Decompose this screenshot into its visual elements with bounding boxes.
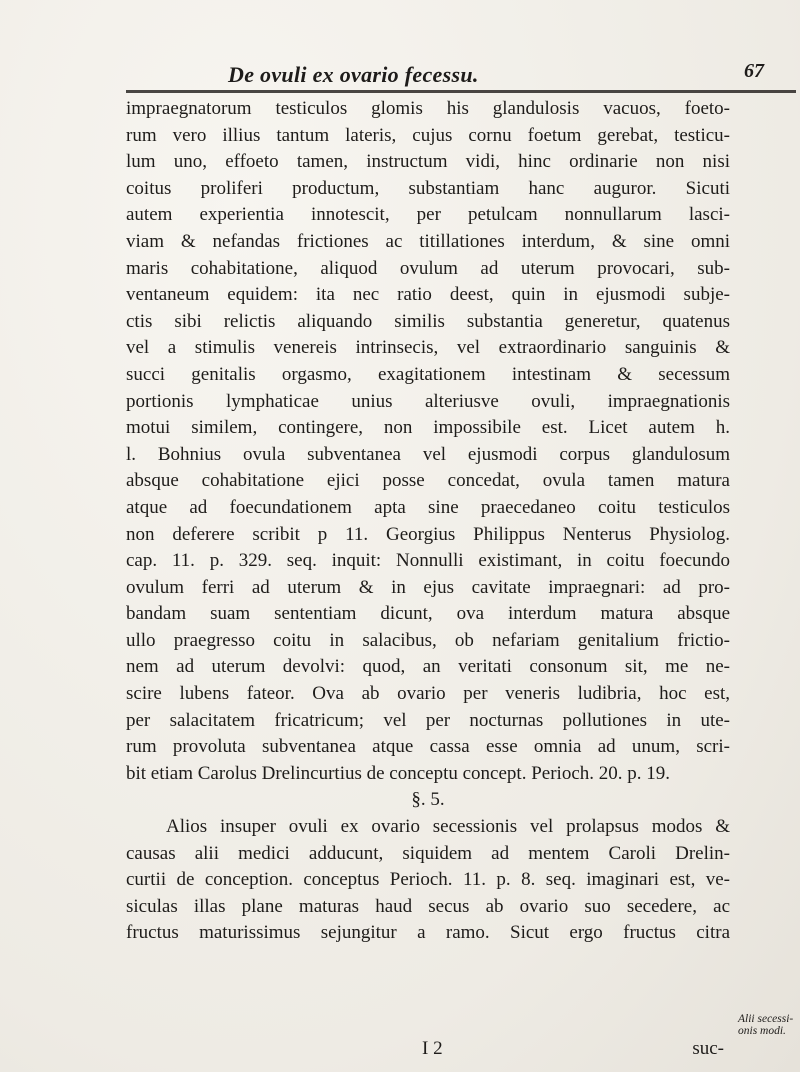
page-footer <box>126 1038 730 1066</box>
catchword: suc- <box>692 1038 724 1059</box>
text-line: per salacitatem fricatricum; vel per nocturnas pollutiones in ute- <box>126 709 730 731</box>
text-line: rum vero illius tantum lateris, cujus cornu foetum gerebat, testicu- <box>126 124 730 146</box>
text-line: coitus proliferi productum, substantiam hanc auguror. Sicuti <box>126 177 730 199</box>
header-rule <box>126 90 796 93</box>
text-line: vel a stimulis venereis intrinsecis, vel extraordinario sanguinis & <box>126 337 730 359</box>
text-line: impraegnatorum testiculos glomis his glandulosis vacuos, foeto- <box>126 98 730 119</box>
text-line: viam & nefandas frictiones ac titillationes interdum, & sine omni <box>126 230 730 252</box>
text-line: curtii de conception. conceptus Perioch. 11. p. 8. seq. imaginari est, ve- <box>126 869 730 891</box>
text-line: motui similem, contingere, non impossibile est. Licet autem h. <box>126 417 730 439</box>
text-line: Alios insuper ovuli ex ovario secessionis vel prolapsus modos & <box>166 816 730 838</box>
margin-note-line: Alii secessi- <box>738 1013 794 1025</box>
text-line: siculas illas plane maturas haud secus ab ovario suo secedere, ac <box>126 895 730 917</box>
text-line: absque cohabitatione ejici posse concedat, ovula tamen matura <box>126 470 730 492</box>
text-line: bit etiam Carolus Drelincurtius de conceptu concept. Perioch. 20. p. 19. <box>126 762 670 784</box>
text-line: ullo praegresso coitu in salacibus, ob nefariam genitalium frictio- <box>126 629 730 651</box>
page-number: 67 <box>744 60 764 82</box>
text-line: autem experientia innotescit, per petulcam nonnullarum lasci- <box>126 204 730 226</box>
text-line: succi genitalis orgasmo, exagitationem intestinam & secessum <box>126 363 730 385</box>
text-line: non deferere scribit p 11. Georgius Philippus Nenterus Physiolog. <box>126 523 730 545</box>
margin-note <box>738 1013 800 1037</box>
text-line: ovulum ferri ad uterum & in ejus cavitate impraegnari: ad pro- <box>126 576 730 598</box>
text-line: rum provoluta subventanea atque cassa esse omnia ad unum, scri- <box>126 736 730 758</box>
text-line: fructus maturissimus sejungitur a ramo. Sicut ergo fructus citra <box>126 922 730 944</box>
running-head-title: De ovuli ex ovario fecessu. <box>228 62 479 87</box>
text-line: causas alii medici adducunt, siquidem ad mentem Caroli Drelin- <box>126 842 730 864</box>
margin-note-line: onis modi. <box>738 1025 786 1037</box>
text-line: bandam suam sententiam dicunt, ova interdum matura absque <box>126 603 730 625</box>
text-line: lum uno, effoeto tamen, instructum vidi, hinc ordinarie non nisi <box>126 151 730 173</box>
text-line: maris cohabitatione, aliquod ovulum ad uterum provocari, sub- <box>126 257 730 279</box>
signature-mark: I 2 <box>422 1038 443 1059</box>
running-head <box>120 58 800 92</box>
text-line: cap. 11. p. 329. seq. inquit: Nonnulli existimant, in coitu foecundo <box>126 550 730 572</box>
text-line: l. Bohnius ovula subventanea vel ejusmodi corpus glandulosum <box>126 443 730 465</box>
section-number: §. 5. <box>411 789 445 811</box>
body-text <box>126 96 730 947</box>
text-line: nem ad uterum devolvi: quod, an veritati consonum sit, me ne- <box>126 656 730 678</box>
text-line: ventaneum equidem: ita nec ratio deest, quin in ejusmodi subje- <box>126 284 730 306</box>
text-line: ctis sibi relictis aliquando similis substantia generetur, quatenus <box>126 310 730 332</box>
text-line: atque ad foecundationem apta sine praecedaneo coitu testiculos <box>126 496 730 518</box>
text-line: scire lubens fateor. Ova ab ovario per veneris ludibria, hoc est, <box>126 683 730 705</box>
text-line: portionis lymphaticae unius alteriusve ovuli, impraegnationis <box>126 390 730 412</box>
